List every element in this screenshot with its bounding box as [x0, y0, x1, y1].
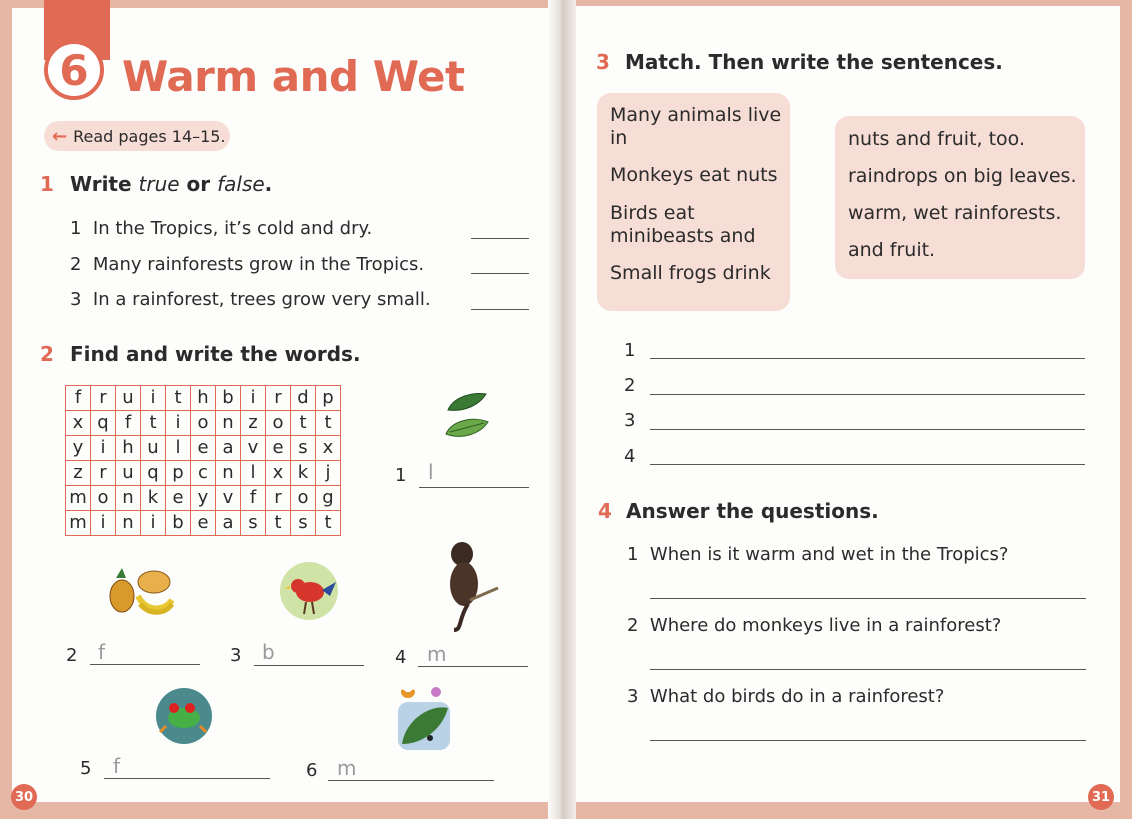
grid-cell[interactable]: f: [241, 486, 266, 511]
ex4-answer-line-3[interactable]: [650, 740, 1086, 741]
ex2-answer-line-6[interactable]: [328, 780, 494, 781]
ex1-item-number: 2: [70, 254, 82, 275]
grid-cell[interactable]: f: [66, 386, 91, 411]
match-right-1: nuts and fruit, too.: [848, 128, 1026, 150]
exercise-2-number: 2: [40, 342, 54, 366]
exercise-1-title-or: or: [179, 172, 218, 196]
ex2-answer-5-hint: f: [113, 754, 121, 778]
exercise-1-title: [70, 172, 272, 196]
exercise-4-title: Answer the questions.: [626, 499, 879, 523]
grid-cell[interactable]: i: [241, 386, 266, 411]
grid-cell[interactable]: i: [91, 511, 116, 536]
grid-cell[interactable]: e: [266, 436, 291, 461]
grid-cell[interactable]: e: [166, 486, 191, 511]
page-number-left: 30: [11, 784, 37, 810]
grid-cell[interactable]: g: [316, 486, 341, 511]
grid-cell[interactable]: k: [141, 486, 166, 511]
grid-cell[interactable]: l: [241, 461, 266, 486]
grid-cell[interactable]: e: [191, 511, 216, 536]
grid-cell[interactable]: o: [191, 411, 216, 436]
grid-cell[interactable]: o: [266, 411, 291, 436]
grid-cell[interactable]: a: [216, 511, 241, 536]
grid-cell[interactable]: y: [191, 486, 216, 511]
grid-cell[interactable]: r: [266, 386, 291, 411]
ex4-question-number: 1: [627, 544, 639, 565]
grid-cell[interactable]: n: [116, 511, 141, 536]
ex3-line-2-number: 2: [624, 375, 636, 396]
ex3-line-1-number: 1: [624, 340, 636, 361]
grid-cell[interactable]: z: [241, 411, 266, 436]
ex1-item-number: 3: [70, 289, 82, 310]
grid-cell[interactable]: s: [291, 511, 316, 536]
grid-cell[interactable]: a: [216, 436, 241, 461]
grid-cell[interactable]: h: [191, 386, 216, 411]
ex3-line-4-number: 4: [624, 446, 636, 467]
grid-cell[interactable]: d: [291, 386, 316, 411]
grid-cell[interactable]: o: [291, 486, 316, 511]
ex4-question-3: [627, 686, 944, 707]
grid-cell[interactable]: b: [166, 511, 191, 536]
grid-cell[interactable]: c: [191, 461, 216, 486]
ex4-question-2: [627, 615, 1001, 636]
grid-cell[interactable]: l: [166, 436, 191, 461]
grid-cell[interactable]: t: [141, 411, 166, 436]
match-left-4: Small frogs drink: [610, 262, 771, 284]
grid-cell[interactable]: t: [291, 411, 316, 436]
grid-cell[interactable]: r: [266, 486, 291, 511]
grid-cell[interactable]: n: [216, 411, 241, 436]
ex1-item-text: In a rainforest, trees grow very small.: [92, 289, 431, 310]
grid-cell[interactable]: u: [116, 461, 141, 486]
grid-cell[interactable]: z: [66, 461, 91, 486]
grid-cell[interactable]: t: [316, 411, 341, 436]
exercise-1-title-pre: Write: [70, 172, 139, 196]
grid-cell[interactable]: i: [91, 436, 116, 461]
grid-cell[interactable]: e: [191, 436, 216, 461]
arrow-left-icon: ←: [52, 125, 68, 147]
ex2-answer-line-3[interactable]: [254, 665, 364, 666]
match-left-3: Birds eat minibeasts and: [610, 202, 756, 247]
grid-cell[interactable]: i: [141, 386, 166, 411]
grid-cell[interactable]: q: [91, 411, 116, 436]
ex4-question-number: 3: [627, 686, 639, 707]
grid-row: [66, 386, 341, 411]
ex1-answer-line-1[interactable]: [471, 238, 529, 239]
grid-cell[interactable]: t: [166, 386, 191, 411]
grid-cell[interactable]: p: [166, 461, 191, 486]
grid-cell[interactable]: v: [241, 436, 266, 461]
match-left-1: Many animals live in: [610, 104, 782, 149]
grid-row: [66, 436, 341, 461]
ex2-answer-6-hint: m: [337, 756, 357, 780]
match-right-3: warm, wet rainforests.: [848, 202, 1062, 224]
ex4-question-text: When is it warm and wet in the Tropics?: [649, 544, 1009, 565]
grid-cell[interactable]: m: [66, 486, 91, 511]
bird-icon: [278, 560, 340, 622]
ex3-sentence-line-2[interactable]: [650, 394, 1085, 395]
ex4-question-1: [627, 544, 1008, 565]
grid-row: [66, 461, 341, 486]
ex3-sentence-line-1[interactable]: [650, 358, 1085, 359]
wordsearch-grid: [65, 385, 341, 536]
exercise-3-title: Match. Then write the sentences.: [625, 50, 1003, 74]
unit-number-badge: [44, 40, 104, 100]
exercise-1-title-true: true: [138, 172, 180, 196]
ex2-answer-5-number: 5: [80, 758, 92, 779]
grid-cell[interactable]: i: [141, 511, 166, 536]
ex2-answer-line-5[interactable]: [104, 778, 270, 779]
exercise-1-title-false: false: [217, 172, 265, 196]
grid-cell[interactable]: s: [291, 436, 316, 461]
match-left-2: Monkeys eat nuts: [610, 164, 778, 186]
exercise-1-title-post: .: [264, 172, 273, 196]
exercise-1-number: 1: [40, 172, 54, 196]
ex4-answer-line-1[interactable]: [650, 598, 1086, 599]
grid-cell[interactable]: p: [316, 386, 341, 411]
grid-row: [66, 511, 341, 536]
ex4-question-number: 2: [627, 615, 639, 636]
ex1-item-2: [70, 254, 424, 275]
grid-cell[interactable]: u: [141, 436, 166, 461]
grid-cell[interactable]: y: [66, 436, 91, 461]
grid-cell[interactable]: q: [141, 461, 166, 486]
grid-cell[interactable]: h: [116, 436, 141, 461]
grid-cell[interactable]: x: [316, 436, 341, 461]
ex1-item-1: [70, 218, 372, 239]
read-pages-label: Read pages 14–15.: [73, 126, 226, 146]
unit-title: Warm and Wet: [122, 52, 465, 101]
ex4-question-text: Where do monkeys live in a rainforest?: [649, 615, 1002, 636]
ex1-answer-line-3[interactable]: [471, 309, 529, 310]
ex3-sentence-line-4[interactable]: [650, 464, 1085, 465]
grid-cell[interactable]: n: [116, 486, 141, 511]
grid-row: [66, 486, 341, 511]
grid-cell[interactable]: j: [316, 461, 341, 486]
ex1-item-3: [70, 289, 431, 310]
grid-cell[interactable]: x: [266, 461, 291, 486]
grid-cell[interactable]: s: [241, 511, 266, 536]
ex1-item-text: In the Tropics, it’s cold and dry.: [92, 218, 373, 239]
ex4-answer-line-2[interactable]: [650, 669, 1086, 670]
page-number-right: 31: [1088, 784, 1114, 810]
ex4-question-text: What do birds do in a rainforest?: [649, 686, 945, 707]
ex3-sentence-line-3[interactable]: [650, 429, 1085, 430]
grid-cell[interactable]: v: [216, 486, 241, 511]
fruit-icon: [106, 566, 178, 616]
ex2-answer-line-2[interactable]: [90, 664, 200, 665]
grid-row: [66, 411, 341, 436]
minibeasts-icon: [396, 682, 452, 752]
ex1-answer-line-2[interactable]: [471, 273, 529, 274]
ex2-answer-4-hint: m: [427, 642, 447, 666]
read-pages-pill: [44, 121, 230, 151]
ex2-answer-1-number: 1: [395, 465, 407, 486]
ex1-item-text: Many rainforests grow in the Tropics.: [92, 254, 425, 275]
grid-cell[interactable]: x: [66, 411, 91, 436]
frog-icon: [154, 686, 214, 746]
match-right-4: and fruit.: [848, 239, 936, 261]
exercise-3-number: 3: [596, 50, 610, 74]
grid-cell[interactable]: n: [216, 461, 241, 486]
grid-cell[interactable]: m: [66, 511, 91, 536]
grid-cell[interactable]: t: [266, 511, 291, 536]
ex2-answer-2-number: 2: [66, 645, 78, 666]
ex2-answer-4-number: 4: [395, 647, 407, 668]
monkey-icon: [440, 540, 500, 632]
grid-cell[interactable]: b: [216, 386, 241, 411]
grid-cell[interactable]: o: [91, 486, 116, 511]
unit-number: 6: [59, 45, 89, 95]
ex2-answer-1-hint: l: [428, 460, 434, 484]
exercise-2-title: Find and write the words.: [70, 342, 361, 366]
ex1-item-number: 1: [70, 218, 82, 239]
grid-cell[interactable]: f: [116, 411, 141, 436]
ex2-answer-line-4[interactable]: [418, 666, 528, 667]
grid-cell[interactable]: r: [91, 386, 116, 411]
grid-cell[interactable]: i: [166, 411, 191, 436]
grid-cell[interactable]: t: [316, 511, 341, 536]
grid-cell[interactable]: r: [91, 461, 116, 486]
match-right-2: raindrops on big leaves.: [848, 165, 1077, 187]
ex2-answer-line-1[interactable]: [419, 487, 529, 488]
book-spine: [548, 0, 576, 819]
grid-cell[interactable]: u: [116, 386, 141, 411]
ex2-answer-3-number: 3: [230, 645, 242, 666]
ex2-answer-3-hint: b: [262, 640, 275, 664]
grid-cell[interactable]: k: [291, 461, 316, 486]
ex2-answer-2-hint: f: [98, 640, 106, 664]
ex2-answer-6-number: 6: [306, 760, 318, 781]
ex3-line-3-number: 3: [624, 410, 636, 431]
leaves-icon: [440, 390, 492, 446]
exercise-4-number: 4: [598, 499, 612, 523]
